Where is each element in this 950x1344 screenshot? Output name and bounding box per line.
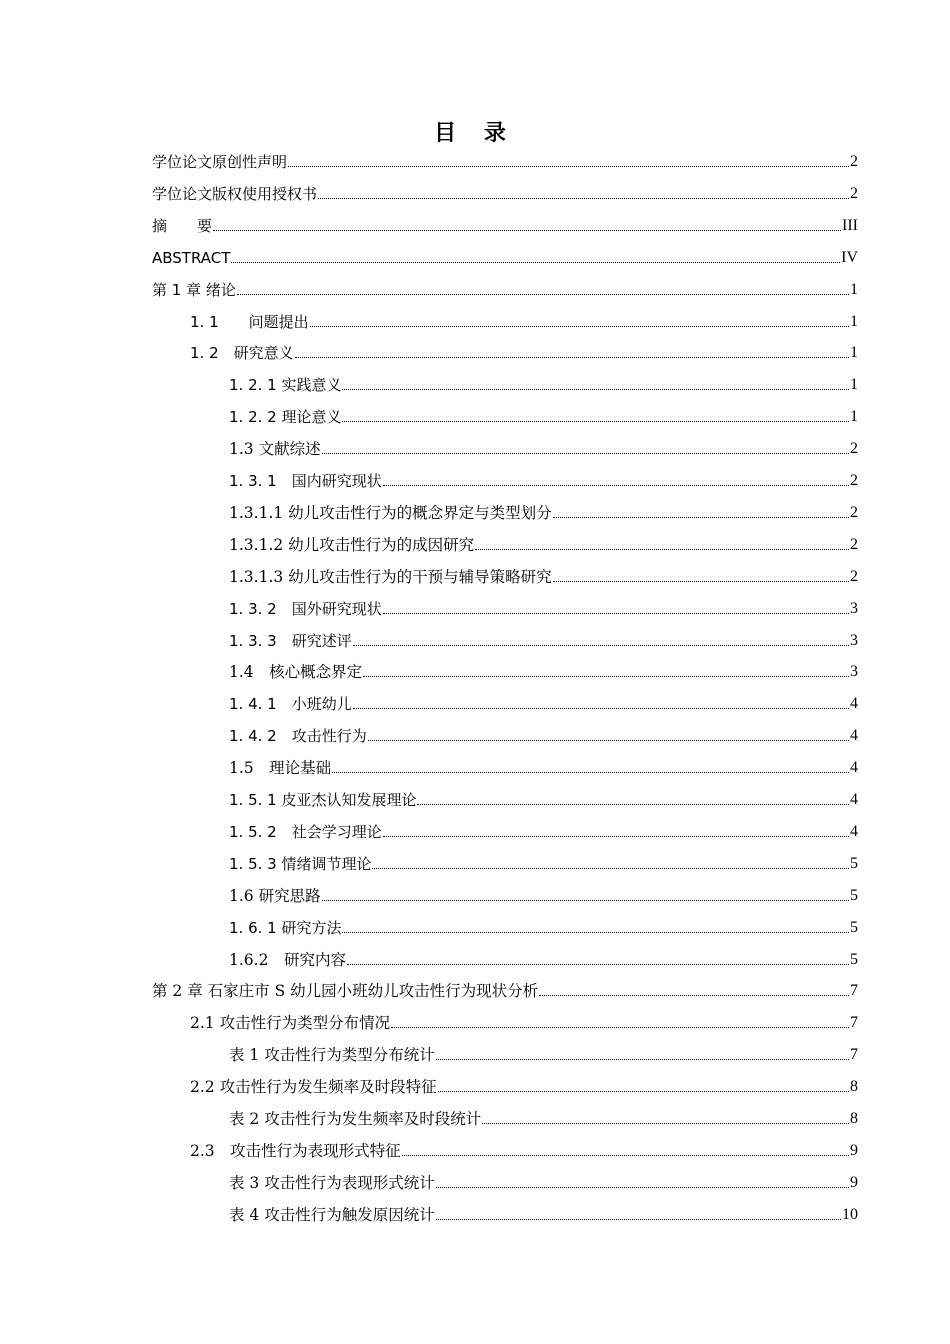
toc-dot-leader — [318, 197, 849, 199]
toc-page-number: 1 — [850, 408, 858, 426]
toc-entry[interactable] — [229, 371, 858, 395]
toc-entry-label: 1. 5. 2 社会学习理论 — [229, 822, 382, 841]
toc-entry-label: 表 3 攻击性行为表现形式统计 — [229, 1173, 435, 1192]
toc-dot-leader — [482, 1122, 849, 1124]
toc-entry-label: 1. 5. 3 情绪调节理论 — [229, 854, 372, 873]
toc-dot-leader — [353, 644, 849, 646]
toc-page-number: 3 — [850, 663, 858, 681]
toc-entry-label: 1. 6. 1 研究方法 — [229, 918, 342, 937]
toc-page-number: 4 — [850, 759, 858, 777]
toc-entry[interactable] — [229, 754, 858, 778]
toc-entry[interactable] — [229, 882, 858, 906]
toc-entry-label: 表 1 攻击性行为类型分布统计 — [229, 1046, 435, 1065]
toc-page-number: 1 — [850, 312, 858, 330]
toc-page-number: 3 — [850, 631, 858, 649]
toc-entry[interactable] — [190, 1009, 858, 1033]
toc-entry[interactable] — [229, 531, 858, 555]
toc-entry[interactable] — [190, 339, 858, 363]
toc-entry-label: 表 4 攻击性行为触发原因统计 — [229, 1205, 435, 1224]
toc-page-number: 4 — [850, 791, 858, 808]
toc-page-number: 5 — [850, 886, 858, 904]
toc-dot-leader — [553, 580, 849, 582]
toc-entry[interactable] — [229, 403, 858, 427]
toc-dot-leader — [391, 1026, 849, 1028]
toc-entry-label: 学位论文版权使用授权书 — [152, 184, 318, 203]
toc-entry-label: 1. 5. 1 皮亚杰认知发展理论 — [229, 791, 417, 809]
toc-dot-leader — [402, 1154, 849, 1156]
toc-page-number: 3 — [850, 599, 858, 617]
toc-entry-label: 学位论文原创性声明 — [152, 153, 288, 171]
toc-entry[interactable] — [190, 1137, 858, 1161]
toc-entry[interactable] — [152, 977, 858, 1001]
toc-entry-label: 摘 要 — [152, 216, 213, 235]
toc-entry-label: 2.2 攻击性行为发生频率及时段特征 — [190, 1078, 437, 1097]
toc-entry[interactable] — [229, 627, 858, 651]
toc-dot-leader — [237, 293, 849, 295]
toc-page-number: 2 — [850, 184, 858, 202]
toc-entry-label: 1.3.1.1 幼儿攻击性行为的概念界定与类型划分 — [229, 503, 552, 522]
toc-entry-label: ABSTRACT — [152, 248, 231, 267]
toc-dot-leader — [353, 707, 849, 709]
toc-page-number: III — [842, 216, 858, 234]
toc-page-number: 7 — [850, 1046, 858, 1064]
toc-entry[interactable] — [152, 148, 858, 172]
toc-entry[interactable] — [229, 722, 858, 746]
toc-dot-leader — [295, 356, 849, 358]
toc-entry[interactable] — [229, 1169, 858, 1193]
toc-dot-leader — [383, 484, 849, 486]
toc-entry-label: 1. 2. 1 实践意义 — [229, 376, 342, 395]
toc-entry-label: 1.4 核心概念界定 — [229, 663, 363, 682]
toc-entry[interactable] — [190, 1073, 858, 1097]
toc-entry-label: 1.5 理论基础 — [229, 759, 332, 778]
toc-page-number: 8 — [850, 1078, 858, 1096]
toc-entry[interactable] — [152, 180, 858, 204]
toc-dot-leader — [342, 388, 849, 390]
toc-dot-leader — [438, 1090, 849, 1092]
toc-dot-leader — [368, 739, 849, 741]
toc-entry[interactable] — [229, 1041, 858, 1065]
toc-entry[interactable] — [229, 818, 858, 842]
toc-entry-label: 2.3 攻击性行为表现形式特征 — [190, 1141, 401, 1160]
toc-dot-leader — [288, 165, 849, 167]
toc-page-number: 7 — [850, 1014, 858, 1032]
toc-page-number: 8 — [850, 1110, 858, 1127]
toc-entry[interactable] — [229, 499, 858, 523]
toc-entry[interactable] — [229, 1105, 858, 1129]
toc-page-number: 9 — [850, 1141, 858, 1159]
toc-page-number: 4 — [850, 727, 858, 745]
toc-entry[interactable] — [190, 308, 858, 332]
toc-page-number: 10 — [842, 1205, 858, 1223]
toc-page-number: 1 — [850, 376, 858, 394]
toc-dot-leader — [436, 1186, 849, 1188]
toc-page-number: 9 — [850, 1173, 858, 1191]
toc-entry-label: 1.3 文献综述 — [229, 440, 321, 459]
toc-dot-leader — [383, 612, 849, 614]
toc-page-number: 2 — [850, 472, 858, 489]
toc-entry-label: 1.6.2 研究内容 — [229, 950, 346, 969]
toc-entry[interactable] — [152, 212, 858, 236]
toc-page-number: 2 — [850, 503, 858, 521]
toc-entry-label: 1. 3. 3 研究述评 — [229, 631, 352, 650]
toc-dot-leader — [342, 420, 849, 422]
toc-dot-leader — [475, 548, 849, 550]
toc-entry-label: 1. 3. 2 国外研究现状 — [229, 599, 382, 618]
toc-dot-leader — [213, 229, 841, 231]
toc-page-number: 2 — [850, 153, 858, 170]
toc-entry-label: 1.3.1.2 幼儿攻击性行为的成因研究 — [229, 535, 475, 554]
toc-dot-leader — [417, 803, 849, 805]
toc-dot-leader — [436, 1058, 849, 1060]
toc-dot-leader — [322, 899, 849, 901]
toc-entry-label: 表 2 攻击性行为发生频率及时段统计 — [229, 1110, 482, 1128]
toc-dot-leader — [539, 994, 849, 996]
toc-entry[interactable] — [229, 595, 858, 619]
toc-dot-leader — [553, 516, 849, 518]
toc-entry-label: 第 2 章 石家庄市 S 幼儿园小班幼儿攻击性行为现状分析 — [152, 982, 539, 1001]
toc-page-number: 5 — [850, 950, 858, 968]
toc-entry[interactable] — [229, 658, 858, 682]
toc-entry-label: 1. 4. 2 攻击性行为 — [229, 727, 367, 746]
toc-entry[interactable] — [229, 946, 858, 970]
toc-dot-leader — [372, 867, 849, 869]
toc-dot-leader — [363, 675, 849, 677]
toc-page-number: 1 — [850, 280, 858, 298]
toc-entry[interactable] — [152, 276, 858, 300]
toc-entry[interactable] — [229, 690, 858, 714]
toc-page-number: IV — [841, 248, 858, 266]
toc-dot-leader — [322, 452, 849, 454]
toc-entry-label: 1. 2. 2 理论意义 — [229, 408, 342, 427]
toc-page-number: 5 — [850, 854, 858, 872]
toc-entry[interactable] — [229, 467, 858, 491]
toc-entry-label: 2.1 攻击性行为类型分布情况 — [190, 1014, 391, 1033]
toc-entry-label: 1.3.1.3 幼儿攻击性行为的干预与辅导策略研究 — [229, 567, 552, 586]
toc-entry-label: 1. 2 研究意义 — [190, 344, 294, 363]
toc-entry-label: 第 1 章 绪论 — [152, 280, 236, 299]
toc-dot-leader — [310, 325, 849, 327]
toc-dot-leader — [383, 835, 849, 837]
toc-page-number: 1 — [850, 344, 858, 362]
toc-entry[interactable] — [152, 244, 858, 268]
toc-page-number: 2 — [850, 567, 858, 585]
toc-page-number: 2 — [850, 535, 858, 553]
toc-entry-label: 1. 1 问题提出 — [190, 312, 309, 331]
toc-entry[interactable] — [229, 563, 858, 587]
toc-entry-label: 1. 4. 1 小班幼儿 — [229, 695, 352, 714]
toc-page-number: 2 — [850, 440, 858, 458]
toc-dot-leader — [347, 963, 849, 965]
toc-page-number: 4 — [850, 695, 858, 713]
toc-dot-leader — [342, 931, 849, 933]
page-title: 目 录 — [434, 121, 516, 146]
toc-entry-label: 1. 3. 1 国内研究现状 — [229, 472, 382, 490]
toc-page-number: 4 — [850, 822, 858, 840]
toc-dot-leader — [436, 1218, 841, 1220]
toc-entry[interactable] — [229, 914, 858, 938]
toc-entry[interactable] — [229, 850, 858, 874]
toc-dot-leader — [332, 771, 849, 773]
toc-dot-leader — [231, 261, 840, 263]
toc-entry[interactable] — [229, 435, 858, 459]
toc-entry[interactable] — [229, 786, 858, 810]
toc-entry-label: 1.6 研究思路 — [229, 886, 321, 905]
toc-page-number: 7 — [850, 982, 858, 1000]
toc-page-number: 5 — [850, 918, 858, 936]
toc-entry[interactable] — [229, 1201, 858, 1225]
